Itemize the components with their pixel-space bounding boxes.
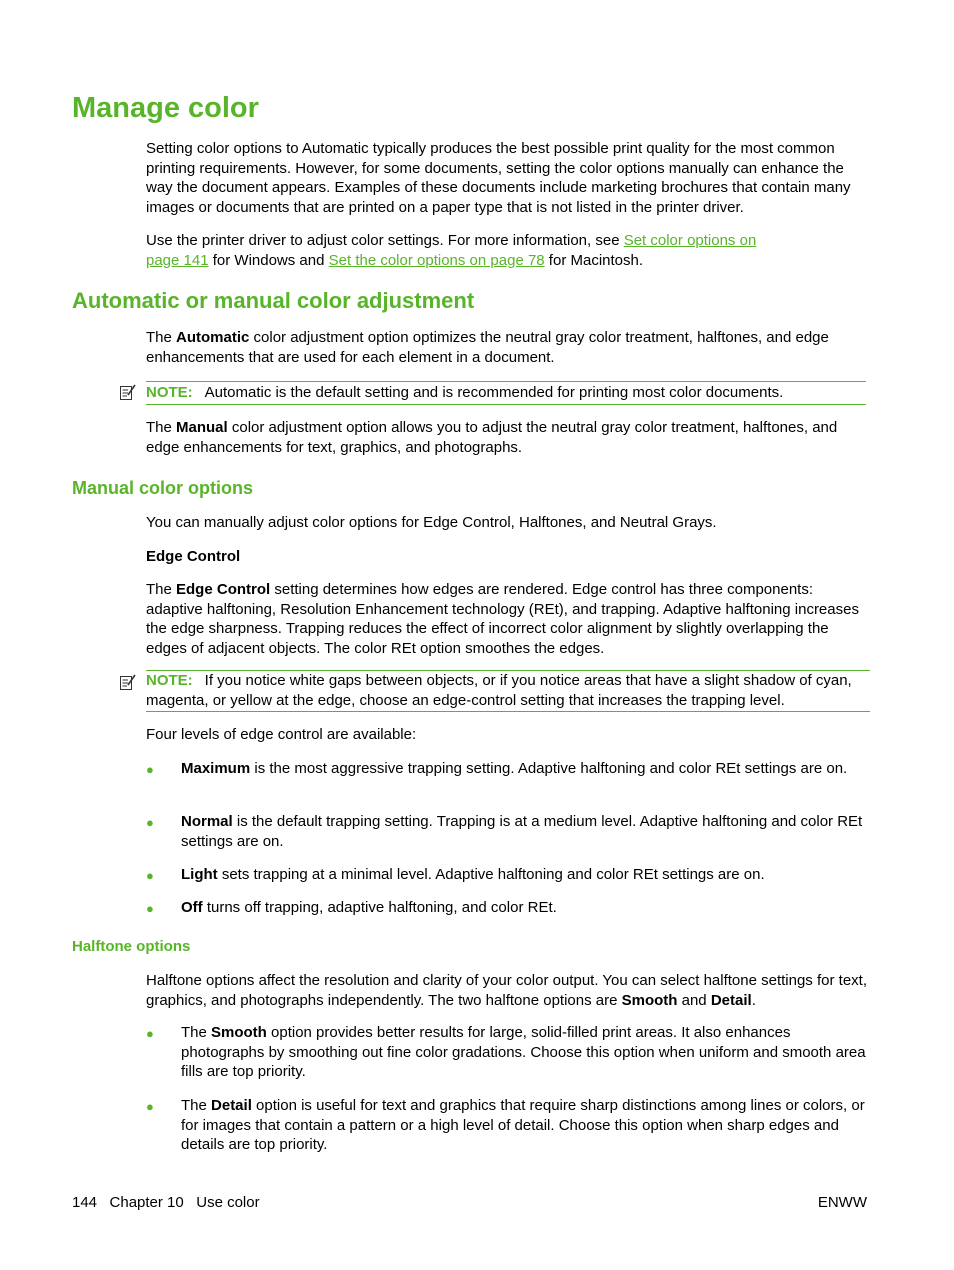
text: is the most aggressive trapping setting. Adaptive halftoning and color REt settings are on. (250, 760, 848, 777)
text: and (677, 991, 711, 1009)
intro-text: for Macintosh. (544, 251, 644, 269)
list-item (181, 812, 871, 851)
text: setting determines how edges are rendered. Edge control has three components: adaptive halftoning, Resolution Enhancement technology (REt), and trapping. Adaptive halftoning increases the edge sharpness. Trapping reduces the effect of incorrect color alignment by slightly overlapping the edges of adjacent objects. The color REt option smoothes the edges. (146, 581, 859, 657)
intro-text: for Windows and (208, 251, 329, 269)
list-item (181, 759, 871, 779)
bullet-icon: ● (146, 815, 154, 830)
manual-paragraph (146, 418, 870, 457)
text: option provides better results for large, solid-filled print areas. It also enhances photographs by smoothing out fine color gradations. Choose this option when uniform and smooth area fills are top priority. (181, 1024, 866, 1080)
text: turns off trapping, adaptive halftoning, and color REt. (202, 899, 557, 916)
note-box (146, 381, 866, 405)
list-item (181, 1096, 871, 1155)
note-pencil-icon (119, 673, 137, 691)
bullet-icon: ● (146, 868, 154, 883)
bold-term: Detail (211, 1097, 252, 1114)
note-box (146, 670, 870, 712)
edge-levels-intro: Four levels of edge control are available: (146, 726, 417, 743)
bullet-icon: ● (146, 901, 154, 916)
footer-page-info: 144 Chapter 10 Use color (72, 1194, 260, 1211)
note-text: Automatic is the default setting and is recommended for printing most color documents. (204, 384, 784, 401)
link-set-color-options-mac[interactable]: Set the color options on page 78 (328, 251, 545, 269)
text: The (181, 1024, 212, 1041)
text: The (146, 329, 177, 346)
note-label: NOTE: (146, 672, 193, 689)
bold-term: Smooth (211, 1024, 267, 1041)
bullet-icon: ● (146, 1099, 154, 1114)
note-label: NOTE: (146, 384, 193, 401)
bold-term: Normal (181, 813, 233, 830)
text: color adjustment option optimizes the neutral gray color treatment, halftones, and edge enhancements that are used for each element in a document. (146, 329, 829, 366)
footer-label: ENWW (817, 1194, 867, 1211)
text: . (751, 991, 756, 1009)
bold-term: Light (181, 866, 218, 883)
list-item (181, 1023, 871, 1082)
note-pencil-icon (119, 383, 137, 401)
text: sets trapping at a minimal level. Adaptive halftoning and color REt settings are on. (217, 866, 765, 883)
intro-paragraph-2 (146, 231, 786, 270)
bold-term: Off (181, 899, 203, 916)
list-item (181, 865, 871, 885)
bullet-icon: ● (146, 1026, 154, 1041)
intro-paragraph: Setting color options to Automatic typically produces the best possible print quality for the most common printing requirements. However, for some documents, setting the color options manually can enhance the way the document appears. Examples of these documents include marketing brochures that contain many images or documents that are printed on a paper type that is not listed in the printer driver. (146, 140, 851, 216)
bold-term: Automatic (176, 329, 250, 346)
intro-text: Use the printer driver to adjust color settings. For more information, see (146, 232, 624, 249)
text: option is useful for text and graphics that require sharp distinctions among lines or colors, or for images that contain a pattern or a high level of detail. Choose this option when sharp edges and details are top priority. (181, 1097, 865, 1153)
edge-control-paragraph (146, 580, 870, 658)
bold-term: Edge Control (176, 581, 271, 598)
bold-term: Smooth (621, 991, 678, 1009)
edge-control-heading: Edge Control (146, 548, 241, 565)
text: Halftone options affect the resolution and clarity of your color output. You can select halftone settings for text, graphics, and photographs independently. The two halftone options are (146, 972, 867, 1009)
bold-term: Detail (710, 991, 752, 1009)
manual-intro: You can manually adjust color options for Edge Control, Halftones, and Neutral Grays. (146, 514, 717, 531)
halftone-heading: Halftone options (72, 938, 191, 955)
link-set-color-options-windows[interactable]: Set color options on page 141 (146, 232, 757, 269)
section-heading: Automatic or manual color adjustment (72, 288, 475, 313)
subsection-heading: Manual color options (72, 478, 254, 498)
text: The (146, 419, 177, 436)
automatic-paragraph (146, 328, 870, 367)
list-item (181, 898, 871, 918)
text: The (146, 581, 177, 598)
text: is the default trapping setting. Trapping is at a medium level. Adaptive halftoning and color REt settings are on. (181, 813, 863, 850)
text: color adjustment option allows you to adjust the neutral gray color treatment, halftones, and edge enhancements for text, graphics, and photographs. (146, 419, 838, 456)
bullet-icon: ● (146, 762, 154, 777)
bold-term: Manual (176, 419, 228, 436)
note-text: If you notice white gaps between objects, or if you notice areas that have a slight shadow of cyan, magenta, or yellow at the edge, choose an edge-control setting that increases the trapping level. (146, 672, 852, 709)
bold-term: Maximum (181, 760, 251, 777)
text: The (181, 1097, 212, 1114)
halftone-paragraph (146, 971, 870, 1010)
page-title: Manage color (72, 92, 259, 124)
